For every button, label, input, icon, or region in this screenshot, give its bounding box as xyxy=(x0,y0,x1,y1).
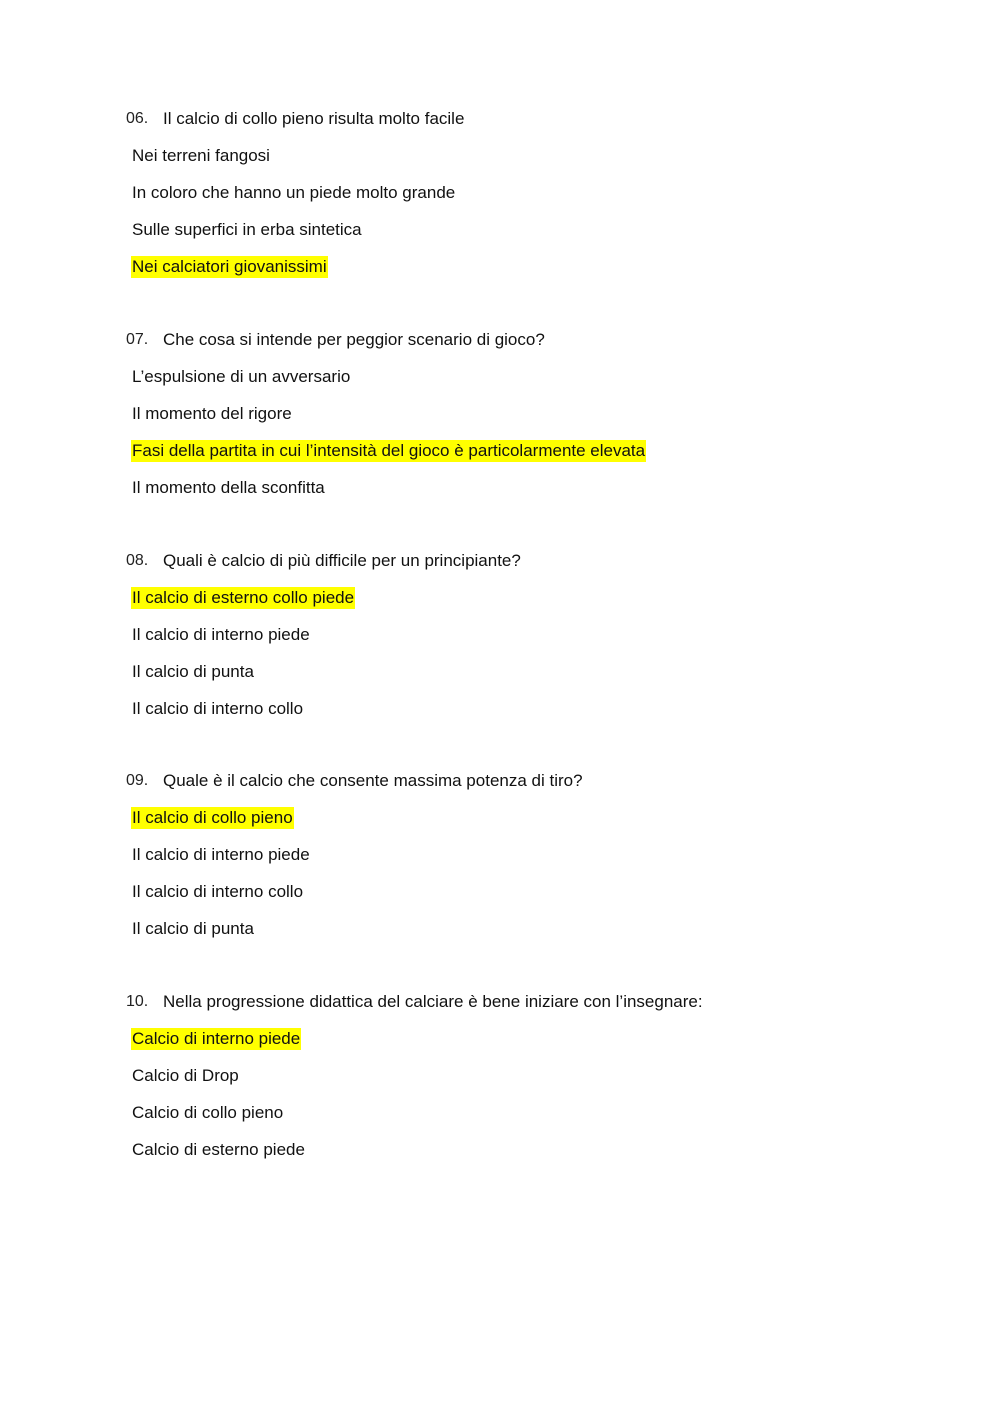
answer-text: L’espulsione di un avversario xyxy=(132,367,351,386)
answer-option-highlighted xyxy=(131,439,886,463)
answer-text: Calcio di esterno piede xyxy=(132,1140,305,1159)
answer-option-highlighted xyxy=(131,1027,886,1051)
question-number: 07. xyxy=(126,331,149,348)
answer-option xyxy=(131,476,886,500)
answer-text: Il calcio di esterno collo piede xyxy=(132,588,355,607)
question-line xyxy=(126,769,886,793)
question-text: Quale è il calcio che consente massima potenza di tiro? xyxy=(163,771,583,790)
answer-text: Il calcio di interno piede xyxy=(132,845,310,864)
answer-text: Il calcio di collo pieno xyxy=(132,808,293,827)
answer-text: Il calcio di interno collo xyxy=(132,882,304,901)
answer-text: Calcio di collo pieno xyxy=(132,1103,284,1122)
answer-text: Calcio di interno piede xyxy=(132,1029,301,1048)
answer-text: In coloro che hanno un piede molto grande xyxy=(132,183,456,202)
question-line xyxy=(126,990,886,1014)
answer-text: Nei calciatori giovanissimi xyxy=(132,257,327,276)
answer-option xyxy=(131,1101,886,1125)
answer-option xyxy=(131,697,886,721)
answer-text: Il calcio di interno piede xyxy=(132,625,310,644)
answer-option xyxy=(131,623,886,647)
answer-option xyxy=(131,144,886,168)
answer-text: Il momento della sconfitta xyxy=(132,478,325,497)
question-number: 09. xyxy=(126,772,149,789)
question-text: Quali è calcio di più difficile per un principiante? xyxy=(163,551,521,570)
answer-text: Calcio di Drop xyxy=(132,1066,239,1085)
answer-option xyxy=(131,218,886,242)
answer-text: Sulle superfici in erba sintetica xyxy=(132,220,362,239)
question-line xyxy=(126,549,886,573)
question-08 xyxy=(126,549,886,721)
answer-text: Il calcio di interno collo xyxy=(132,699,304,718)
answer-option xyxy=(131,880,886,904)
question-09 xyxy=(126,769,886,941)
answer-text: Il momento del rigore xyxy=(132,404,292,423)
question-number: 10. xyxy=(126,993,149,1010)
answer-option-highlighted xyxy=(131,586,886,610)
answer-option-highlighted xyxy=(131,255,886,279)
answer-text: Fasi della partita in cui l’intensità del gioco è particolarmente elevata xyxy=(132,441,646,460)
answer-option-highlighted xyxy=(131,806,886,830)
question-number: 08. xyxy=(126,552,149,569)
question-text: Il calcio di collo pieno risulta molto facile xyxy=(163,109,465,128)
answer-option xyxy=(131,181,886,205)
question-line xyxy=(126,107,886,131)
question-line xyxy=(126,328,886,352)
answer-option xyxy=(131,402,886,426)
answer-option xyxy=(131,917,886,941)
answer-option xyxy=(131,1064,886,1088)
question-text: Nella progressione didattica del calciare è bene iniziare con l’insegnare: xyxy=(163,992,703,1011)
answer-option xyxy=(131,1138,886,1162)
question-text: Che cosa si intende per peggior scenario di gioco? xyxy=(163,330,545,349)
answer-text: Nei terreni fangosi xyxy=(132,146,270,165)
answer-text: Il calcio di punta xyxy=(132,919,254,938)
question-10 xyxy=(126,990,886,1162)
answer-option xyxy=(131,660,886,684)
question-06 xyxy=(126,107,886,279)
answer-option xyxy=(131,843,886,867)
answer-text: Il calcio di punta xyxy=(132,662,254,681)
question-number: 06. xyxy=(126,110,149,127)
answer-option xyxy=(131,365,886,389)
question-07 xyxy=(126,328,886,500)
